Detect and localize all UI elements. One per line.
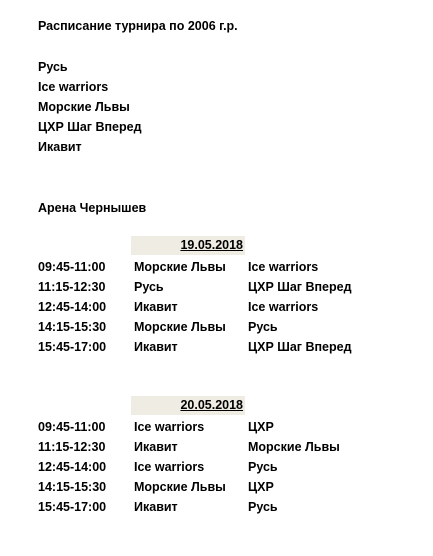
game-row [38,457,418,477]
game-row [38,477,418,497]
away-team: ЦХР [248,420,274,434]
date-label: 20.05.2018 [180,398,243,412]
date-header [131,396,245,415]
team-item: Ice warriors [38,80,109,94]
home-team: Икавит [134,300,178,314]
away-team: ЦХР [248,480,274,494]
date-label: 19.05.2018 [180,238,243,252]
game-row [38,277,418,297]
away-team: ЦХР Шаг Вперед [248,280,352,294]
away-team: Морские Львы [248,440,340,454]
away-team: ЦХР Шаг Вперед [248,340,352,354]
home-team: Икавит [134,440,178,454]
date-header [131,236,245,255]
team-item: Русь [38,60,68,74]
game-row [38,257,418,277]
home-team: Ice warriors [134,420,205,434]
team-item: Морские Львы [38,100,130,114]
team-item: Икавит [38,140,82,154]
home-team: Морские Львы [134,320,226,334]
game-time: 15:45-17:00 [38,500,107,514]
home-team: Икавит [134,340,178,354]
away-team: Ice warriors [248,260,319,274]
game-row [38,417,418,437]
home-team: Ice warriors [134,460,205,474]
game-row [38,437,418,457]
game-time: 14:15-15:30 [38,480,107,494]
away-team: Ice warriors [248,300,319,314]
arena-name: Арена Чернышев [38,201,147,215]
team-item: ЦХР Шаг Вперед [38,120,142,134]
home-team: Морские Львы [134,260,226,274]
game-row [38,297,418,317]
game-time: 14:15-15:30 [38,320,107,334]
home-team: Русь [134,280,164,294]
game-time: 12:45-14:00 [38,300,107,314]
home-team: Икавит [134,500,178,514]
away-team: Русь [248,500,278,514]
game-time: 09:45-11:00 [38,420,106,434]
game-row [38,337,418,357]
away-team: Русь [248,320,278,334]
game-time: 11:15-12:30 [38,440,106,454]
game-row [38,317,418,337]
game-time: 15:45-17:00 [38,340,107,354]
page-title: Расписание турнира по 2006 г.р. [38,19,238,33]
game-time: 11:15-12:30 [38,280,106,294]
game-time: 09:45-11:00 [38,260,106,274]
game-row [38,497,418,517]
away-team: Русь [248,460,278,474]
game-time: 12:45-14:00 [38,460,107,474]
home-team: Морские Львы [134,480,226,494]
